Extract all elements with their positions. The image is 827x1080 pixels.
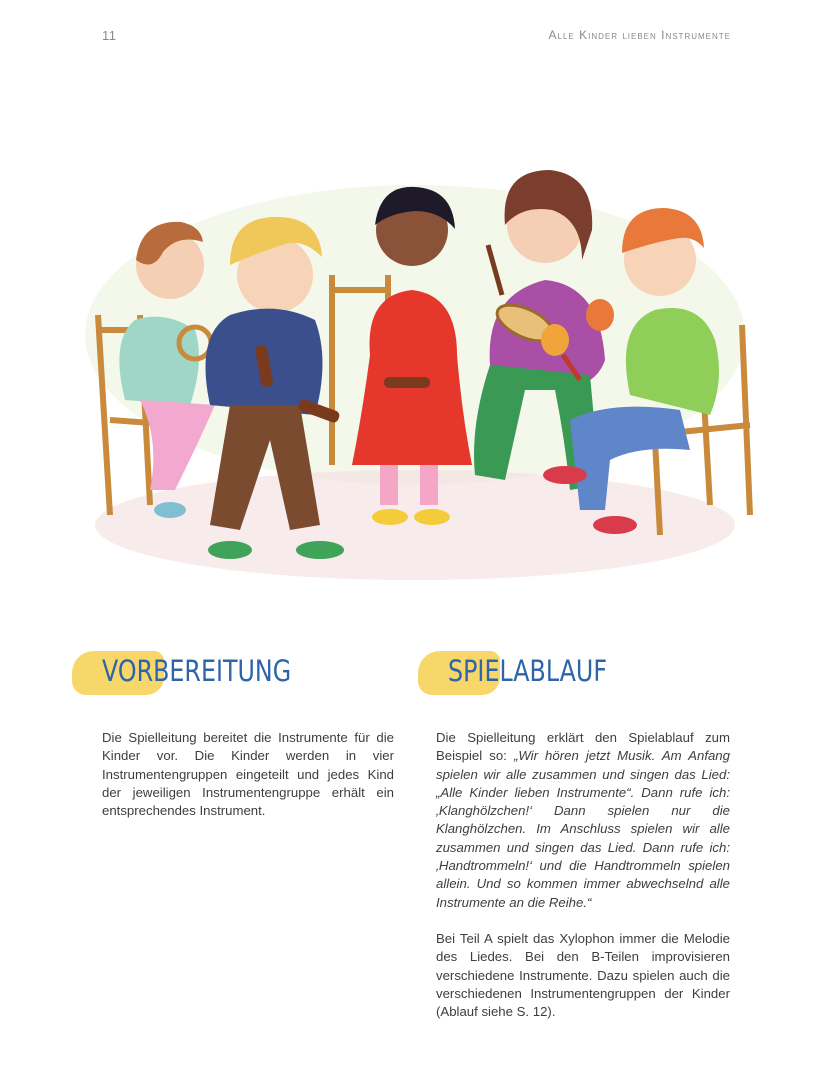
intro-text: Die Spielleitung erklärt den Spielablauf zum Beispiel so:	[436, 730, 730, 764]
children-playing-instruments-illustration	[70, 165, 760, 605]
heading-text: SPIELABLAUF	[448, 654, 608, 688]
paragraph-vorbereitung: Die Spielleitung bereitet die Instrumente für die Kinder vor. Die Kinder werden in vier Instrumentengruppen eingeteilt und jedes Kind der jeweiligen Instrumentengruppe erhält ein entsprechendes Instrument.	[102, 730, 394, 819]
paragraph-teil-a: Bei Teil A spielt das Xylophon immer die Melodie des Liedes. Bei den B-Teilen improvisieren verschiedene Instrumente. Dazu spielen auch die verschiedenen Instrumentengruppen der Kinder (Ablauf siehe S. 12).	[436, 930, 730, 1020]
column-right	[436, 729, 730, 1039]
heading-text: VORBEREITUNG	[102, 654, 292, 688]
paragraph-spielablauf	[436, 729, 730, 912]
section-heading-spielablauf	[418, 648, 618, 698]
running-head: Alle Kinder lieben Instrumente	[548, 28, 731, 42]
section-heading-vorbereitung	[72, 648, 292, 698]
page-number: 11	[102, 28, 117, 43]
quote-text: „Wir hören jetzt Musik. Am Anfang spielen wir alle zusammen und singen das Lied: „Alle Kinder lieben Instrumente“. Dann rufe ich: ‚Klanghölzchen!‘ Dann spielen nur die Klanghölzchen. Im Anschluss spielen wir alle zusammen und singen das Lied. Dann rufe ich: ‚Handtrommeln!‘ und die Handtrommeln spielen allein. Und so kommen immer abwechselnd alle Instrumente an die Reihe.“	[436, 748, 730, 910]
column-left	[102, 729, 394, 838]
